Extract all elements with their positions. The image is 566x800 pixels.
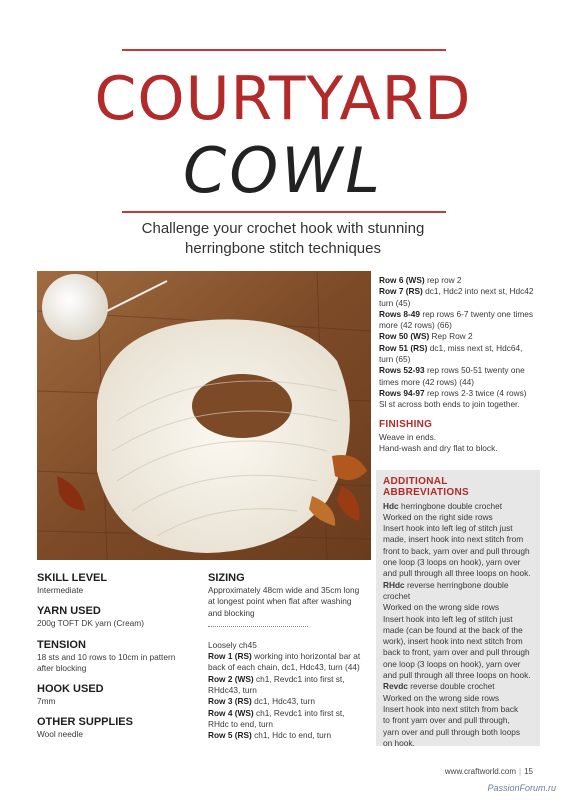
row-7-cont: turn (45) — [379, 297, 411, 308]
dotted-divider — [208, 626, 308, 627]
page-footer — [445, 767, 533, 776]
finishing-heading: FINISHING — [379, 418, 433, 430]
subtitle-line-1: Challenge your crochet hook with stunning — [141, 220, 425, 237]
loosely-chain: Loosely ch45 — [208, 639, 257, 650]
sizing-line-1: Approximately 48cm wide and 35cm long — [208, 585, 360, 595]
row-51-cont: turn (65) — [379, 354, 411, 365]
row-2: Row 2 (WS) ch1, Revdc1 into first st, — [208, 673, 345, 684]
hook-value: 7mm — [37, 696, 56, 707]
yarn-value: 200g TOFT DK yarn (Cream) — [37, 618, 144, 629]
skill-heading: SKILL LEVEL — [37, 572, 108, 584]
abbr-rhdc-line: back to front, yarn over and pull through — [383, 647, 530, 658]
subtitle-line-2: herringbone stitch techniques — [185, 240, 381, 257]
abbr-revdc-line: on hook. — [383, 737, 415, 748]
right-column — [379, 275, 539, 454]
abbr-rhdc-line: made (can be found at the back of the — [383, 624, 523, 635]
slip-stitch-join: Sl st across both ends to join together. — [379, 399, 520, 410]
hook-heading: HOOK USED — [37, 683, 104, 696]
abbr-rhdc-line: and pull through all three loops on hook. — [383, 670, 531, 681]
row-7: Row 7 (RS) dc1, Hdc2 into next st, Hdc42 — [379, 286, 534, 297]
rows-52-93: Rows 52-93 rep rows 50-51 twenty one — [379, 365, 525, 376]
other-value: Wool needle — [37, 729, 83, 740]
finishing-line-1: Weave in ends. — [379, 431, 437, 442]
rows-8-49-cont: more (42 rows) (66) — [379, 320, 452, 331]
subtitle — [0, 219, 566, 259]
middle-column — [208, 572, 373, 742]
abbreviations-panel — [376, 470, 540, 746]
yarn-ball — [42, 274, 108, 340]
row-1-cont: back of each chain, dc1, Hdc43, turn (44) — [208, 662, 360, 673]
page-number: 15 — [524, 767, 533, 776]
finishing-line-2: Hand-wash and dry flat to block. — [379, 443, 498, 454]
row-50: Row 50 (WS) Rep Row 2 — [379, 331, 473, 342]
rows-8-49: Rows 8-49 rep rows 6-7 twenty one times — [379, 308, 534, 319]
yarn-heading: YARN USED — [37, 605, 101, 618]
tension-heading: TENSION — [37, 638, 86, 651]
row-5: Row 5 (RS) ch1, Hdc to end, turn — [208, 730, 332, 741]
title-line-1: COURTYARD — [94, 64, 472, 134]
abbr-rhdc-line: one loop (3 loops on hook), yarn over — [383, 658, 521, 669]
abbr-revdc-line: to front yarn over and pull through, — [383, 715, 510, 726]
row-6: Row 6 (WS) rep row 2 — [379, 275, 462, 285]
rows-52-93-cont: times more (42 rows) (44) — [379, 376, 474, 387]
abbr-rhdc-line: crochet — [383, 590, 411, 601]
abbr-hdc-line: made, insert hook into next stitch from — [383, 534, 524, 545]
abbr-hdc-line: Worked on the right side rows — [383, 511, 493, 522]
row-4-cont: RHdc to end, turn — [208, 718, 274, 729]
sizing-heading: SIZING — [208, 572, 245, 584]
row-2-cont: RHdc43, turn — [208, 685, 257, 696]
site-url: www.craftworld.com — [444, 767, 517, 776]
abbr-revdc-line: yarn over and pull through both loops — [383, 726, 520, 737]
sizing-line-2: at longest point when flat after washing — [208, 596, 352, 607]
abbr-rhdc-line: Worked on the wrong side rows — [383, 602, 500, 613]
abbr-revdc-line: Insert hook into next stitch from back — [383, 703, 519, 714]
abbr-hdc-line: one loop (3 loops on hook), yarn over — [383, 557, 521, 568]
abbreviations-heading: ADDITIONAL ABBREVIATIONS — [383, 476, 469, 499]
cowl-photo — [37, 271, 371, 560]
abbr-hdc-line: Insert hook into left leg of stitch just — [383, 523, 513, 534]
abbr-hdc: Hdc herringbone double crochet — [383, 500, 503, 511]
abbr-revdc-line: Worked on the wrong side rows — [383, 692, 500, 703]
left-column — [37, 572, 197, 741]
row-1: Row 1 (RS) working into horizontal bar at — [208, 651, 361, 662]
tension-line-1: 18 sts and 10 rows to 10cm in pattern — [37, 651, 176, 662]
watermark: PassionForum.ru — [487, 783, 556, 793]
row-4: Row 4 (WS) ch1, Revdc1 into first st, — [208, 707, 345, 718]
abbr-revdc: Revdc reverse double crochet — [383, 681, 495, 692]
top-rule — [122, 49, 446, 51]
abbr-rhdc: RHdc reverse herringbone double — [383, 579, 509, 590]
title-line-2: COWL — [183, 134, 383, 207]
abbr-hdc-line: and pull through all three loops on hook. — [383, 568, 531, 579]
tension-line-2: after blocking — [37, 662, 87, 673]
sizing-line-3: and blocking — [208, 607, 255, 618]
rows-94-97: Rows 94-97 rep rows 2-3 twice (4 rows) — [379, 387, 527, 398]
row-51: Row 51 (RS) dc1, miss next st, Hdc64, — [379, 342, 523, 353]
middle-rule — [122, 211, 446, 213]
footer-separator: | — [519, 767, 522, 776]
row-3: Row 3 (RS) dc1, Hdc43, turn — [208, 696, 315, 707]
skill-value: Intermediate — [37, 585, 84, 595]
abbr-hdc-line: front to back, yarn over and pull through — [383, 545, 530, 556]
other-heading: OTHER SUPPLIES — [37, 716, 133, 729]
abbr-rhdc-line: work), insert hook into next stitch from — [383, 636, 523, 647]
abbr-rhdc-line: Insert hook into left leg of stitch just — [383, 613, 513, 624]
